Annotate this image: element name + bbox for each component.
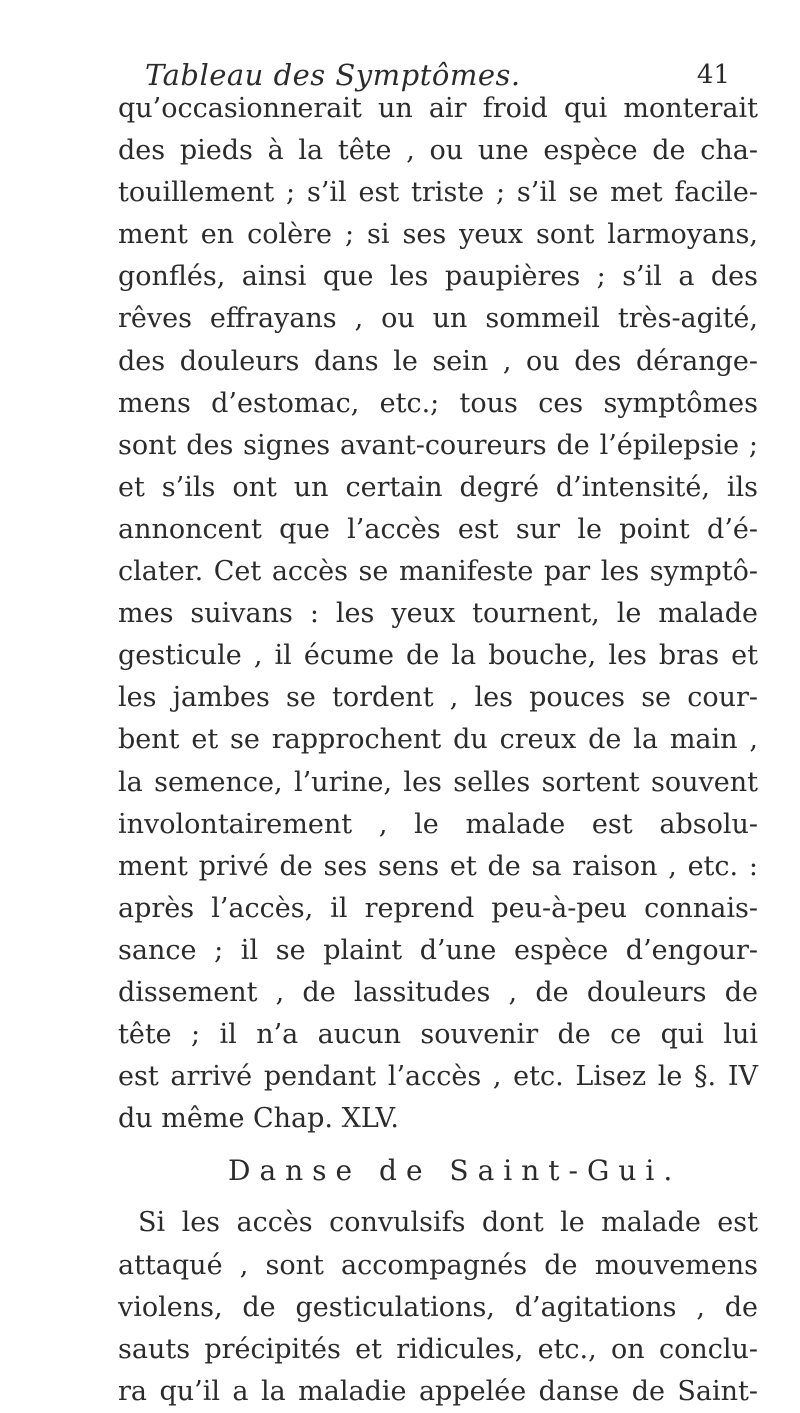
text-line: mens d’estomac, etc.; tous ces symptômes	[118, 387, 758, 419]
text-line: qu’occasionnerait un air froid qui monterait	[118, 93, 758, 124]
text-line: clater. Cet accès se manifeste par les symptô-	[118, 556, 758, 588]
text-line: et s’ils ont un certain degré d’intensité, ils	[118, 471, 758, 503]
text-line: gesticule , il écume de la bouche, les bras et	[118, 640, 758, 672]
text-line: les jambes se tordent , les pouces se cour-	[118, 682, 758, 714]
text-line: rêves effrayans , ou un sommeil très-agité,	[118, 303, 758, 335]
text-line: attaqué , sont accompagnés de mouvemens	[118, 1249, 758, 1281]
text-line: mes suivans : les yeux tournent, le malade	[118, 598, 758, 630]
page-number: 41	[696, 60, 730, 90]
text-line: violens, de gesticulations, d’agitations , de	[118, 1291, 758, 1323]
text-line: dissement , de lassitudes , de douleurs de	[118, 976, 758, 1008]
text-line: ment privé de ses sens et de sa raison , etc. :	[118, 850, 758, 882]
text-line: est arrivé pendant l’accès , etc. Lisez le §. IV	[118, 1061, 758, 1093]
text-line: après l’accès, il reprend peu-à-peu connais-	[118, 892, 758, 924]
text-line: Si les accès convulsifs dont le malade est	[138, 1207, 758, 1239]
text-line: involontairement , le malade est absolu-	[118, 808, 758, 840]
text-line: ment en colère ; si ses yeux sont larmoyans,	[118, 219, 758, 251]
section-heading: Danse de Saint-Gui.	[228, 1154, 682, 1188]
text-line: la semence, l’urine, les selles sortent souvent	[118, 766, 758, 798]
text-line: des pieds à la tête , ou une espèce de cha-	[118, 135, 758, 167]
text-line: ra qu’il a la maladie appelée danse de Saint-	[118, 1375, 758, 1407]
text-line: sance ; il se plaint d’une espèce d’engour-	[118, 934, 758, 966]
text-line: annoncent que l’accès est sur le point d’é-	[118, 513, 758, 545]
text-line: touillement ; s’il est triste ; s’il se met facile-	[118, 177, 758, 209]
text-line: tête ; il n’a aucun souvenir de ce qui lui	[118, 1019, 758, 1051]
body-text	[118, 88, 758, 1413]
running-title: Tableau des Symptômes.	[145, 58, 521, 92]
text-line: des douleurs dans le sein , ou des dérange-	[118, 345, 758, 377]
text-line: gonflés, ainsi que les paupières ; s’il a des	[118, 261, 758, 293]
text-line: sont des signes avant-coureurs de l’épilepsie ;	[118, 429, 758, 461]
text-line: du même Chap. XLV.	[118, 1103, 399, 1135]
text-line: sauts précipités et ridicules, etc., on conclu-	[118, 1333, 758, 1365]
text-line: bent et se rapprochent du creux de la main ,	[118, 724, 758, 756]
